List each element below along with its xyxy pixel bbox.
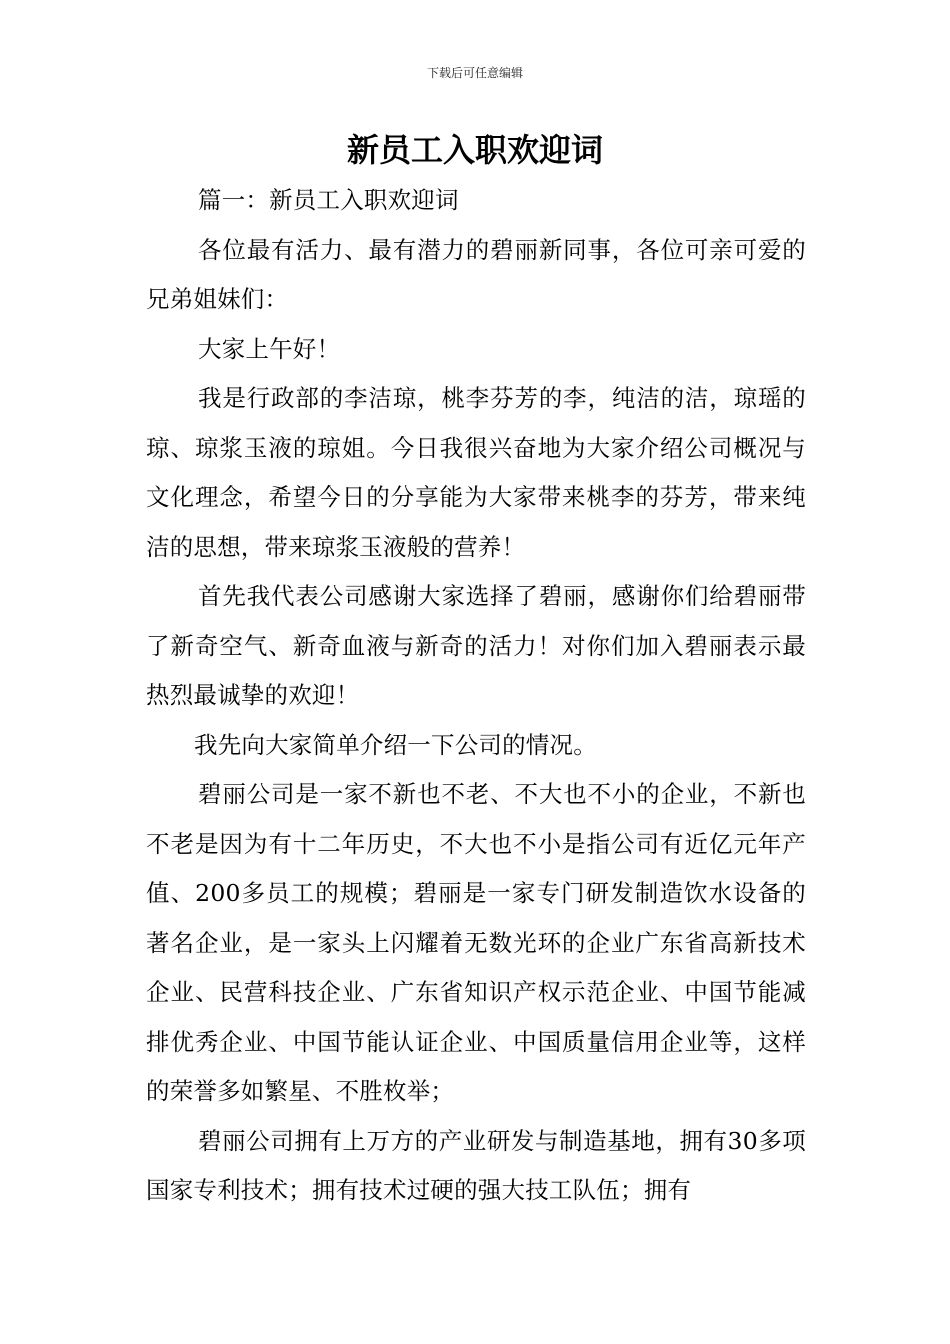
paragraph-company-profile: 碧丽公司是一家不新也不老、不大也不小的企业，不新也不老是因为有十二年历史，不大也不小是指公司有近亿元年产值、200多员工的规模；碧丽是一家专门研发制造饮水设备的著名企业，是一家头上闪耀着无数光环的企业广东省高新技术企业、民营科技企业、广东省知识产权示范企业、中国节能减排优秀企业、中国节能认证企业、中国质量信用企业等，这样的荣誉多如繁星、不胜枚举； bbox=[146, 780, 806, 1105]
paragraph-company-assets: 碧丽公司拥有上万方的产业研发与制造基地，拥有30多项国家专利技术；拥有技术过硬的强大技工队伍；拥有 bbox=[146, 1126, 806, 1204]
paragraph-welcome: 首先我代表公司感谢大家选择了碧丽，感谢你们给碧丽带了新奇空气、新奇血液与新奇的活力！对你们加入碧丽表示最热烈最诚挚的欢迎！ bbox=[146, 582, 806, 709]
paragraph-greeting: 大家上午好！ bbox=[198, 334, 341, 363]
paragraph-company-intro: 我先向大家简单介绍一下公司的情况。 bbox=[194, 730, 597, 759]
paragraph-salutation: 各位最有活力、最有潜力的碧丽新同事，各位可亲可爱的兄弟姐妹们： bbox=[146, 235, 806, 313]
document-body bbox=[146, 176, 806, 1216]
document-title: 新员工入职欢迎词 bbox=[346, 131, 603, 169]
paragraph-section-heading: 篇一：新员工入职欢迎词 bbox=[198, 186, 459, 214]
paragraph-self-introduction: 我是行政部的李洁琼，桃李芬芳的李，纯洁的洁，琼瑶的琼、琼浆玉液的琼姐。今日我很兴奋地为大家介绍公司概况与文化理念，希望今日的分享能为大家带来桃李的芬芳，带来纯洁的思想，带来琼浆玉液般的营养！ bbox=[146, 384, 806, 561]
header-note: 下载后可任意编辑 bbox=[426, 66, 523, 80]
